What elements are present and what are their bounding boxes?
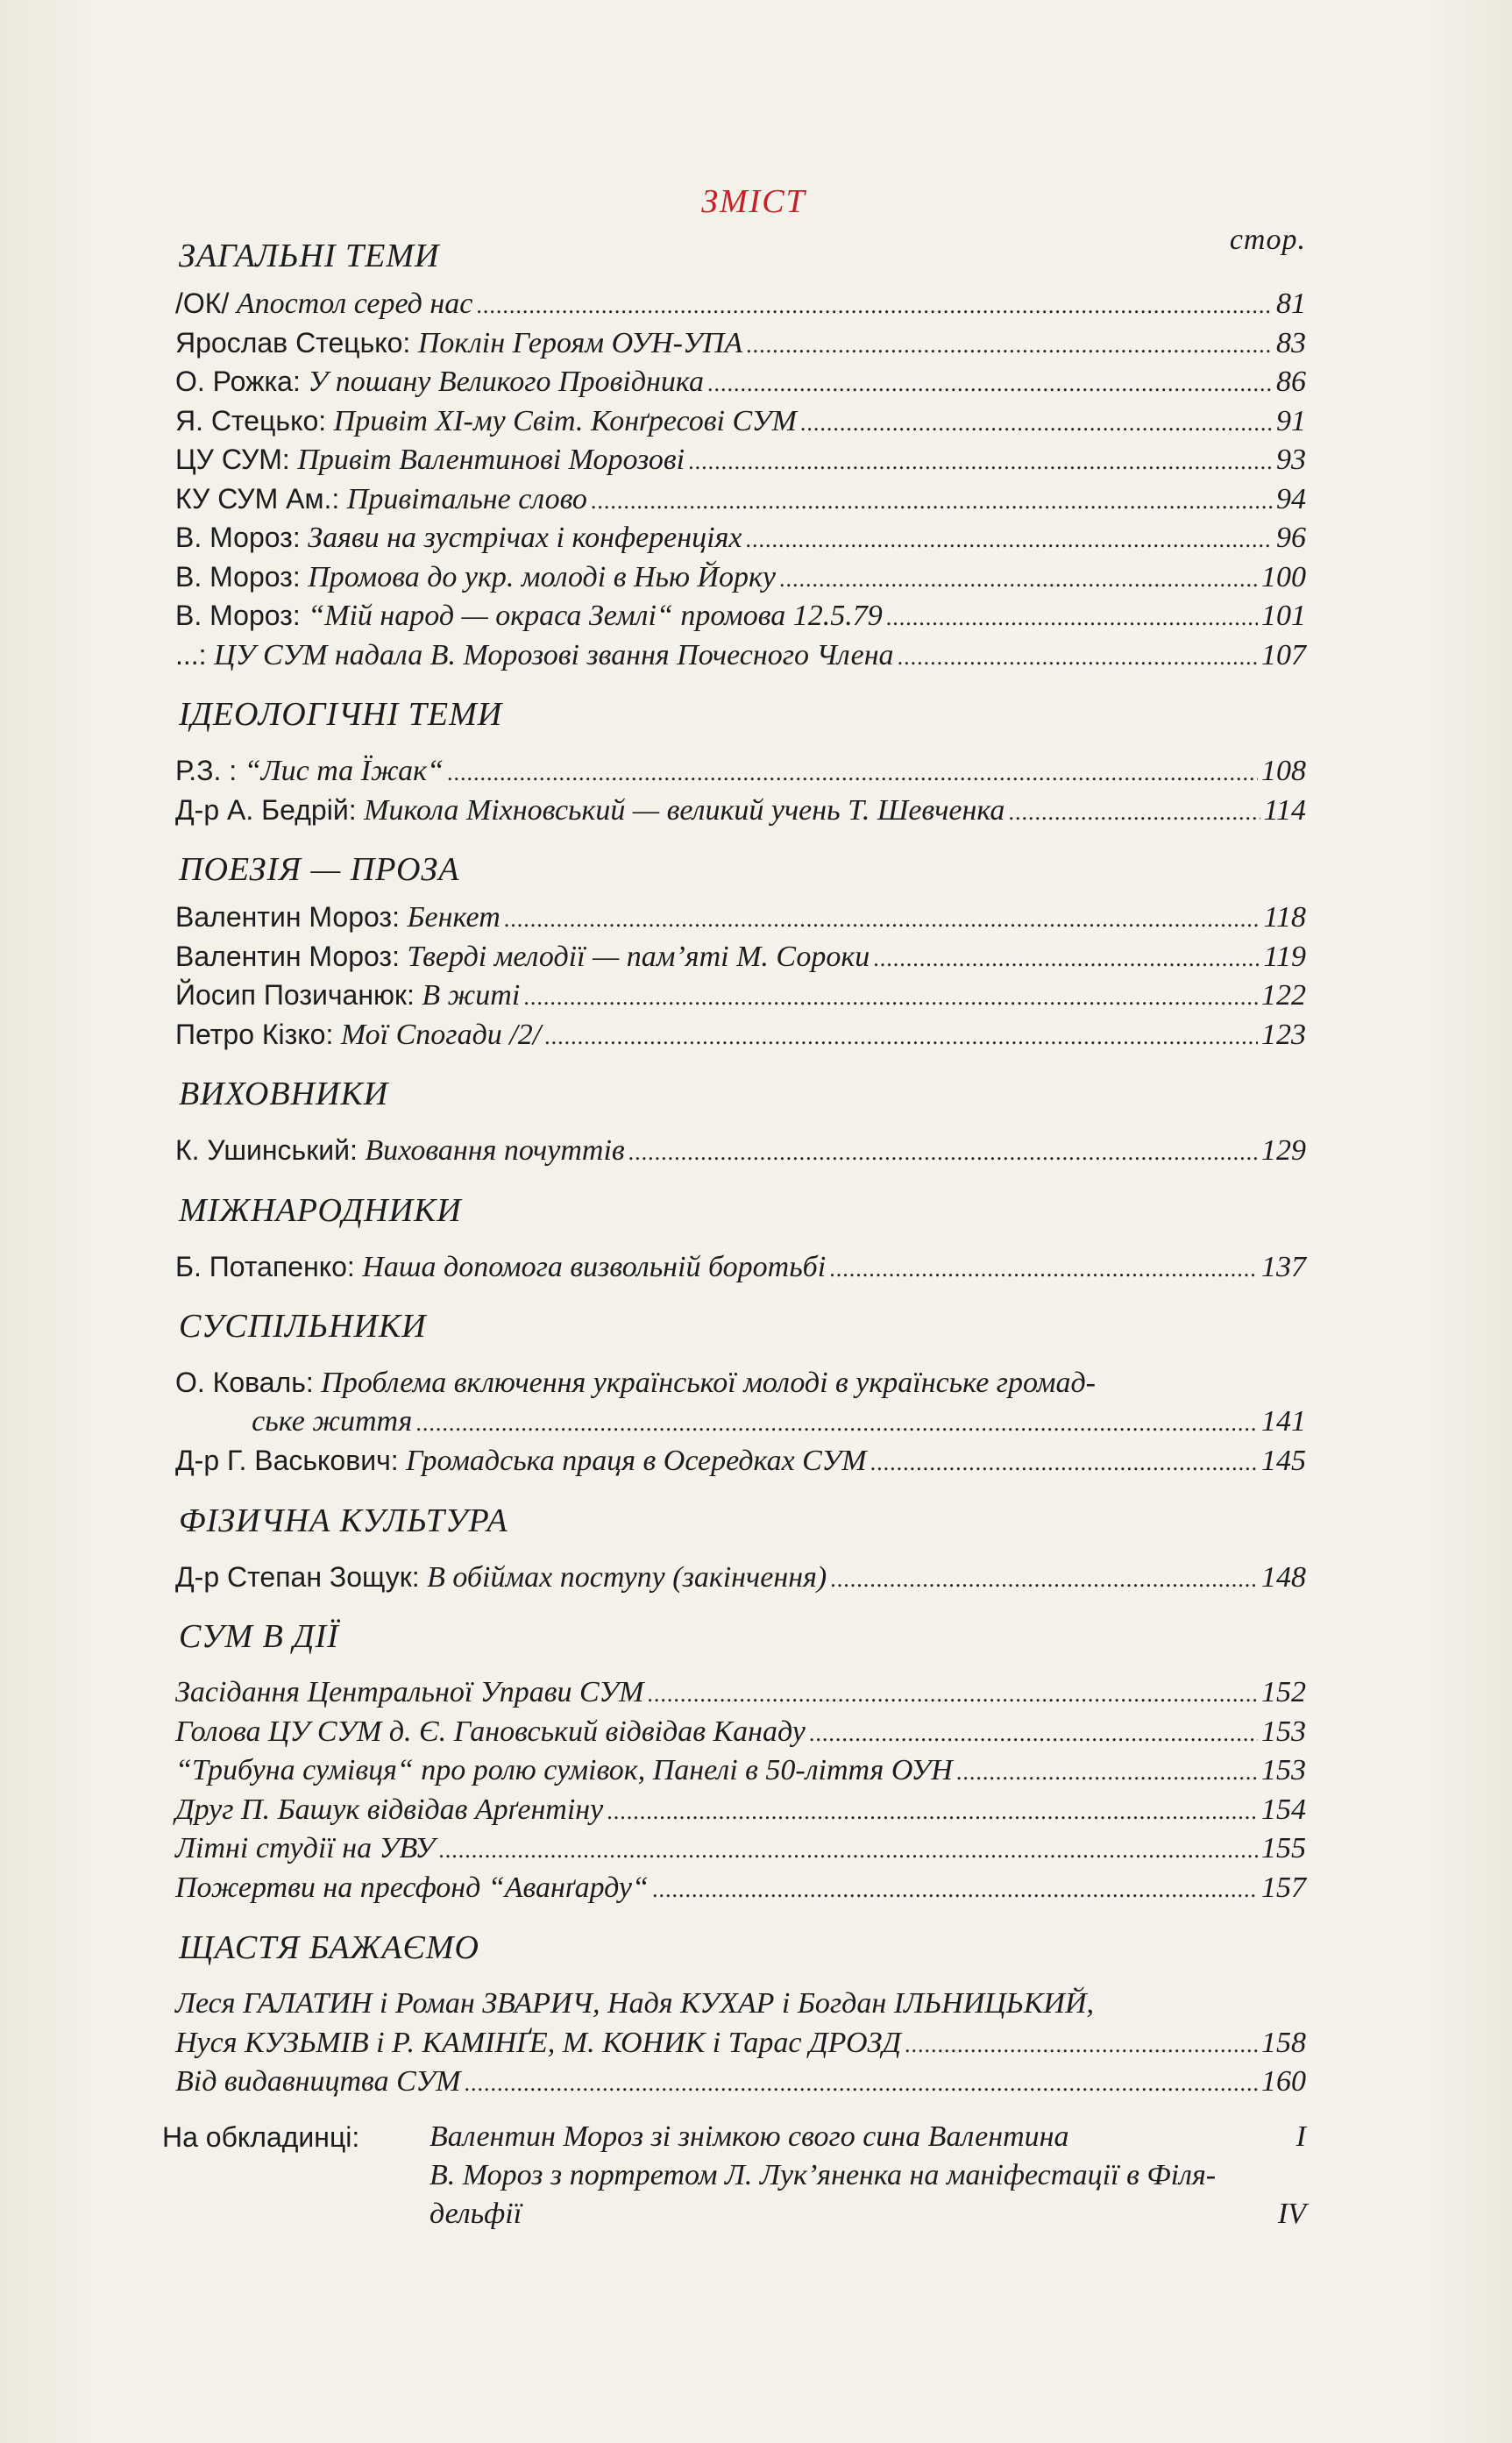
entry-page: 153: [1261, 1715, 1306, 1748]
entry-page: 119: [1263, 940, 1306, 973]
dot-leader: [628, 1133, 1258, 1173]
section-entries: [175, 1558, 1306, 1597]
dot-leader: [870, 1444, 1258, 1483]
toc-entry: [175, 557, 1306, 597]
section-entries: [175, 898, 1306, 1054]
section-heading: [175, 1609, 1306, 1665]
entry-page: 129: [1261, 1134, 1306, 1167]
table-of-contents: [162, 175, 1306, 2233]
dot-leader: [476, 287, 1273, 326]
entry-page: 154: [1261, 1793, 1306, 1826]
section-heading: [175, 1920, 1306, 1976]
entry-author: В. Мороз:: [175, 600, 301, 631]
section-entries: [175, 2024, 1306, 2102]
entry-title: “Лис та Їжак“: [244, 755, 444, 787]
toc-entry: [175, 636, 1306, 675]
toc-entry: [175, 479, 1306, 519]
entry-page: 157: [1261, 1871, 1306, 1904]
entry-page: 107: [1261, 638, 1306, 671]
section-heading: [175, 686, 1306, 742]
entry-page: 153: [1261, 1754, 1306, 1786]
section-title: ІДЕОЛОГІЧНІ ТЕМИ: [179, 696, 503, 733]
cover-page: I: [1295, 2120, 1306, 2153]
entry-title: Привіт Валентинові Морозові: [297, 444, 685, 476]
entry-title: Привітальне слово: [346, 482, 587, 515]
section-entries: [175, 1441, 1306, 1481]
section-title: ЩАСТЯ БАЖАЄМО: [179, 1929, 479, 1966]
entry-title: Апостол серед нас: [236, 288, 473, 320]
cover-label: На обкладинці:: [162, 2120, 360, 2153]
toc-entry: [175, 1441, 1306, 1481]
dot-leader: [873, 940, 1260, 979]
toc-entry: [175, 2024, 1306, 2063]
section-heading: [175, 842, 1306, 898]
dot-leader: [1008, 793, 1260, 833]
entry-page: 158: [1261, 2026, 1306, 2059]
section-title: СУСПІЛЬНИКИ: [179, 1308, 427, 1345]
dot-leader: [746, 326, 1273, 366]
entry-author: Д-р Степан Зощук:: [175, 1560, 420, 1593]
section-entries: [175, 1247, 1306, 1287]
entry-title: “Мій народ — окраса Землі“ промова 12.5.79: [308, 600, 883, 632]
dot-leader: [707, 365, 1273, 404]
entry-title: Громадська праця в Осередках СУМ: [406, 1445, 867, 1477]
entry-author: КУ СУМ Ам.:: [175, 482, 340, 515]
entry-title: Виховання почуттів: [365, 1134, 625, 1167]
dot-leader: [465, 2064, 1258, 2104]
toc-entry: [175, 751, 1306, 791]
toc-entry-continued: [175, 1403, 1306, 1442]
toc-entry: [175, 1558, 1306, 1597]
toc-entry: [175, 1751, 1306, 1791]
toc-entry: [175, 791, 1306, 830]
section-title: ФІЗИЧНА КУЛЬТУРА: [179, 1502, 508, 1539]
dot-leader: [523, 978, 1258, 1018]
cover-line: Валентин Мороз зі знімкою свого сина Валентина: [429, 2120, 1069, 2153]
toc-entry: [175, 1363, 1306, 1403]
entry-title: Від видавництва СУМ: [175, 2065, 461, 2098]
entry-title: В житі: [422, 979, 521, 1012]
entry-author: Д-р А. Бедрій:: [175, 793, 357, 826]
cover-line: В. Мороз з портретом Л. Лук’яненка на маніфестації в Філя-: [429, 2158, 1217, 2191]
dot-leader: [647, 1675, 1258, 1715]
toc-entry: [175, 1015, 1306, 1055]
entry-title: Засідання Центральної Управи СУМ: [175, 1676, 644, 1708]
entry-page: 81: [1276, 288, 1306, 320]
section-entries: [175, 1673, 1306, 1907]
entry-title: Нуся КУЗЬМІВ і Р. КАМІНҐЕ, М. КОНИК і Тарас ДРОЗД: [175, 2026, 901, 2059]
entry-title: Наша допомога визвольній боротьбі: [362, 1250, 827, 1283]
entry-title: Літні студії на УВУ: [175, 1832, 436, 1864]
entry-author: Р.З. :: [175, 755, 238, 786]
page-column-label: стор.: [1229, 224, 1306, 256]
section-heading: [175, 1493, 1306, 1549]
dot-leader: [447, 754, 1258, 793]
entry-author: О. Рожка:: [175, 366, 301, 397]
toc-entry: [175, 2063, 1306, 2102]
dot-leader: [438, 1831, 1258, 1871]
dot-leader: [745, 521, 1273, 560]
entry-title: Поклін Героям ОУН-УПА: [417, 326, 743, 359]
entry-title: Заяви на зустрічах і конференціях: [308, 522, 742, 554]
entry-title: ЦУ СУМ надала В. Морозові звання Почесного Члена: [214, 638, 894, 671]
entry-page: 93: [1276, 444, 1306, 476]
dot-leader: [688, 443, 1273, 482]
entry-author: Д-р Г. Васькович:: [175, 1445, 399, 1476]
toc-entry: [175, 898, 1306, 937]
entry-page: 114: [1263, 793, 1306, 827]
toc-entry: [175, 937, 1306, 976]
entry-author: ЦУ СУМ:: [175, 444, 290, 475]
entry-author: ...:: [175, 638, 207, 671]
entry-author: Йосип Позичанюк:: [175, 979, 415, 1011]
entry-page: 148: [1261, 1560, 1306, 1594]
section-title: ЗАГАЛЬНІ ТЕМИ: [179, 238, 440, 274]
entry-author: Валентин Мороз:: [175, 901, 400, 933]
dot-leader: [905, 2026, 1258, 2065]
dot-leader: [830, 1560, 1258, 1600]
toc-entry: [175, 1131, 1306, 1170]
cover-page: IV: [1277, 2197, 1306, 2230]
entry-page: 83: [1276, 326, 1306, 359]
entry-title: Мої Спогади /2/: [340, 1018, 542, 1051]
toc-entry: [175, 284, 1306, 323]
entry-page: 118: [1263, 901, 1306, 934]
dot-leader: [504, 900, 1260, 940]
dot-leader: [886, 599, 1258, 638]
dot-leader: [809, 1715, 1258, 1754]
entry-page: 86: [1276, 366, 1306, 398]
toc-entry-line: Леся ГАЛАТИН і Роман ЗВАРИЧ, Надя КУХАР і Богдан ІЛЬНИЦЬКИЙ,: [175, 1987, 1095, 2020]
entry-author: В. Мороз:: [175, 522, 301, 553]
entry-title: У пошану Великого Провідника: [308, 366, 704, 398]
entry-author: Петро Кізко:: [175, 1018, 334, 1050]
section-heading: [175, 1066, 1306, 1122]
entry-title: Тверді мелодії — пам’яті М. Сороки: [407, 940, 870, 973]
entry-author: Я. Стецько:: [175, 404, 327, 437]
entry-title: Друг П. Башук відвідав Арґентіну: [175, 1793, 604, 1826]
cover-line: дельфії: [429, 2197, 522, 2230]
dot-leader: [829, 1250, 1258, 1289]
section-heading: [175, 1182, 1306, 1239]
page-title: ЗМІСТ: [701, 183, 806, 220]
entry-author: /ОК/: [175, 288, 230, 319]
entry-page: 94: [1276, 482, 1306, 515]
section-entries: [175, 1131, 1306, 1170]
entry-page: 152: [1261, 1676, 1306, 1708]
entry-title: В обіймах поступу (закінчення): [427, 1560, 827, 1594]
toc-entry: [175, 1829, 1306, 1869]
entry-page: 91: [1276, 404, 1306, 437]
dot-leader: [591, 482, 1273, 522]
toc-entry: [175, 1713, 1306, 1752]
toc-entry: [175, 1869, 1306, 1908]
dot-leader: [652, 1871, 1258, 1910]
section-entries: [175, 284, 1306, 674]
dot-leader: [956, 1753, 1258, 1793]
cover-note: [162, 2118, 1306, 2233]
toc-entry: [175, 976, 1306, 1015]
entry-page: 160: [1261, 2065, 1306, 2098]
dot-leader: [544, 1018, 1258, 1057]
dot-leader: [779, 560, 1258, 600]
entry-author: К. Ушинський:: [175, 1134, 358, 1166]
section-heading: [175, 1298, 1306, 1354]
entry-page: 123: [1261, 1018, 1306, 1051]
toc-entry: [175, 1247, 1306, 1287]
entry-title: Бенкет: [407, 901, 500, 934]
toc-entry: [175, 362, 1306, 401]
section-heading: [175, 224, 1306, 284]
toc-entry: [175, 1673, 1306, 1713]
entry-author: В. Мороз:: [175, 560, 301, 593]
entry-title: Проблема включення української молоді в українське громад-: [321, 1367, 1096, 1399]
entry-page: 108: [1261, 755, 1306, 787]
entry-title: Микола Міхновський — великий учень Т. Шевченка: [364, 793, 1005, 827]
entry-title: Пожертви на пресфонд “Аванґарду“: [175, 1871, 649, 1904]
section-title: ВИХОВНИКИ: [179, 1076, 389, 1112]
entry-page: 137: [1261, 1250, 1306, 1283]
entry-page: 155: [1261, 1832, 1306, 1864]
dot-leader: [607, 1793, 1258, 1832]
entry-author: Валентин Мороз:: [175, 940, 400, 972]
toc-entry: [175, 518, 1306, 557]
entry-author: Ярослав Стецько:: [175, 326, 411, 359]
entry-page: 96: [1276, 522, 1306, 554]
entry-page: 141: [1261, 1404, 1306, 1438]
entry-page: 100: [1261, 560, 1306, 593]
entry-author: Б. Потапенко:: [175, 1250, 355, 1282]
section-title: МІЖНАРОДНИКИ: [179, 1191, 462, 1229]
entry-page: 122: [1261, 979, 1306, 1012]
entry-title: Голова ЦУ СУМ д. Є. Гановський відвідав Канаду: [175, 1715, 806, 1748]
toc-entry: [175, 401, 1306, 441]
entry-page: 101: [1261, 600, 1306, 632]
section-title: СУМ В ДІЇ: [179, 1618, 339, 1655]
entry-page: 145: [1261, 1445, 1306, 1477]
entry-title-continued: ське життя: [252, 1404, 413, 1438]
entry-author: О. Коваль:: [175, 1367, 314, 1398]
toc-entry: [175, 440, 1306, 479]
entry-title: Привіт ХІ-му Світ. Конґресові СУМ: [333, 404, 797, 437]
toc-entry: [175, 1791, 1306, 1830]
toc-entry: [175, 596, 1306, 636]
toc-entry: [175, 323, 1306, 363]
dot-leader: [898, 638, 1258, 678]
entry-title: “Трибуна сумівця“ про ролю сумівок, Панелі в 50-ліття ОУН: [175, 1754, 953, 1786]
entry-title: Промова до укр. молоді в Нью Йорку: [308, 560, 777, 593]
section-entries: [175, 751, 1306, 829]
section-title: ПОЕЗІЯ — ПРОЗА: [179, 851, 460, 888]
dot-leader: [800, 404, 1273, 444]
